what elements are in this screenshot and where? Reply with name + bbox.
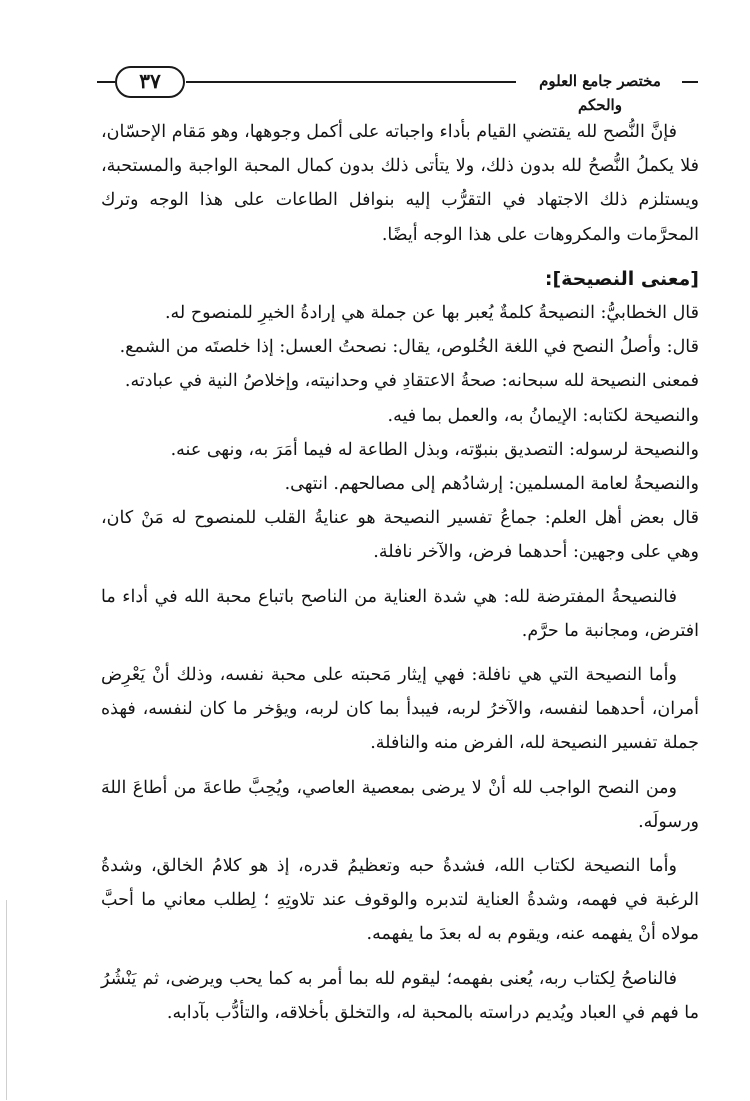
paragraph-8: قال بعض أهل العلم: جماعُ تفسير النصيحة هو عنايةُ القلب للمنصوح له مَنْ كان، وهي على وجهين: أحدهما فرض، والآخر نافلة.: [101, 508, 699, 563]
running-header-title: مختصر جامع العلوم والحكم: [539, 72, 661, 114]
header-rule-middle: [186, 81, 516, 83]
paragraph-6: والنصيحة لرسوله: التصديق بنبوّته، وبذل الطاعة له فيما أمَرَ به، ونهى عنه.: [170, 439, 699, 460]
paragraph-4: فمعنى النصيحة لله سبحانه: صحةُ الاعتقادِ في وحدانيته، وإخلاصُ النية في عبادته.: [124, 371, 699, 392]
page-number: ٣٧: [115, 66, 185, 98]
paragraph-5: والنصيحة لكتابه: الإيمانُ به، والعمل بما فيه.: [387, 405, 699, 426]
paragraph-13: فالناصحُ لِكتاب ربه، يُعنى بفهمه؛ ليقوم لله بما أمر به كما يحب ويرضى، ثم يَنْشُرُ ما فهم في العباد ويُديم دراسته بالمحبة له، والتخلق بأخلاقه، والتأدُّب بآدابه.: [101, 968, 699, 1023]
paragraph-1: فإنَّ النُّصح لله يقتضي القيام بأداء واجباته على أكمل وجوهها، وهو مَقام الإحسّان، فلا يكملُ النُّصحُ لله بدون ذلك، ولا يتأتى ذلك بدون كمال المحبة الواجبة والمستحبة، ويستلزم ذلك الاجتهاد في التقرُّب إليه بنوافل الطاعات على هذا الوجه وترك المحرَّمات والمكروهات على هذا الوجه أيضًا.: [101, 122, 699, 245]
page-body: [101, 115, 699, 1030]
paragraph-3: قال: وأصلُ النصح في اللغة الخُلوص، يقال: نصحتُ العسل: إذا خلصتَه من الشمع.: [119, 337, 699, 358]
paragraph-10: وأما النصيحة التي هي نافلة: فهي إيثار مَحبته على محبة نفسه، وذلك أنْ يَعْرِض أمران، أحدهما لنفسه، والآخرُ لربه، فيبدأ بما كان لربه، ويؤخر ما كان لنفسه، فهذه جملة تفسير النصيحة لله، الفرض منه والنافلة.: [101, 665, 699, 754]
paragraph-11: ومن النصح الواجب لله أنْ لا يرضى بمعصية العاصي، ويُحِبَّ طاعةَ من أطاعَ اللهَ ورسولَه.: [101, 777, 699, 832]
paragraph-2: قال الخطابيُّ: النصيحةُ كلمةٌ يُعبر بها عن جملة هي إرادةُ الخيرِ للمنصوح له.: [164, 303, 699, 324]
section-heading: [معنى النصيحة]:: [544, 267, 699, 290]
paragraph-9: فالنصيحةُ المفترضة لله: هي شدة العناية من الناصح باتباع محبة الله في أداء ما افترض، ومجانبة ما حرَّم.: [101, 586, 699, 641]
header-rule-right: [682, 81, 698, 83]
paragraph-7: والنصيحةُ لعامة المسلمين: إرشادُهم إلى مصالحهم. انتهى.: [284, 474, 699, 495]
header-rule-left: [97, 81, 115, 83]
scan-edge-line: [6, 900, 7, 1100]
paragraph-12: وأما النصيحة لكتاب الله، فشدةُ حبه وتعظيمُ قدره، إذ هو كلامُ الخالق، وشدةُ الرغبة في فهمه، وشدةُ العناية لتدبره والوقوف عند تلاوتِهِ ؛ لِطلب معاني ما أحبَّ مولاه أنْ يفهمه عنه، ويقوم به له بعدَ ما يفهمه.: [101, 856, 699, 945]
